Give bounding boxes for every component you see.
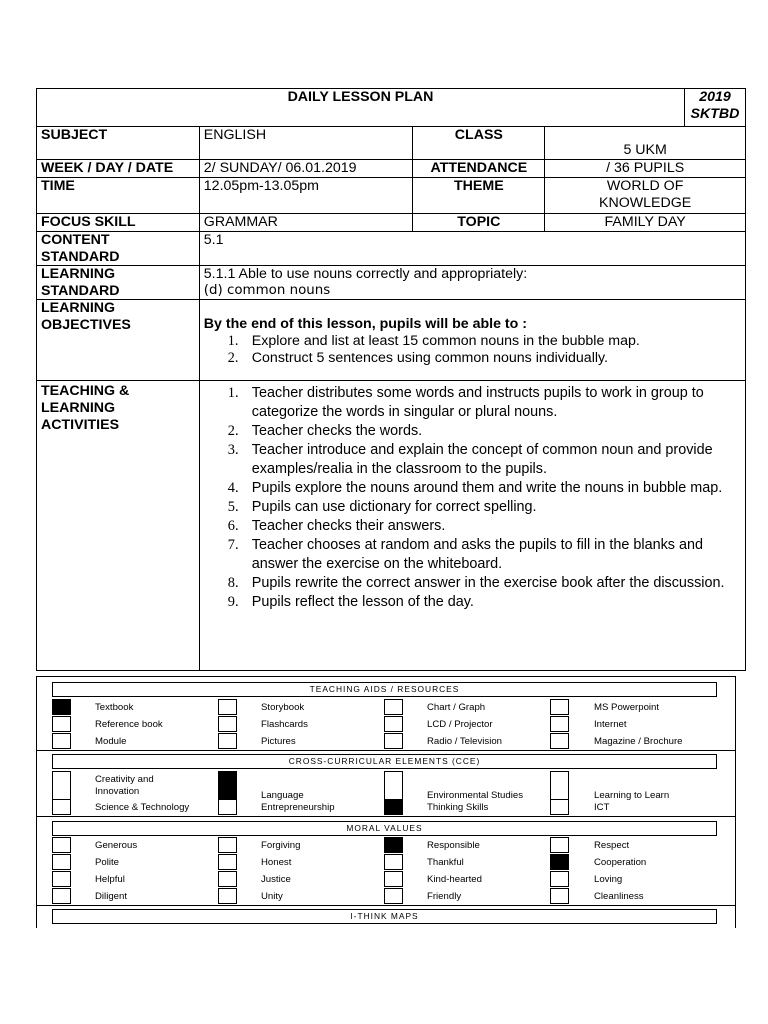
objective-item-number: 1. — [227, 332, 239, 349]
activity-item — [227, 384, 741, 422]
activity-item-number: 4. — [227, 480, 239, 497]
learning-standard-line-1: 5.1.1 Able to use nouns correctly and appropriately: — [203, 266, 528, 283]
learning-objectives-value — [199, 300, 745, 381]
resource-label: Storybook — [261, 702, 305, 713]
resource-label: Textbook — [95, 702, 134, 713]
activity-item-text: Teacher distributes some words and instructs pupils to work in group to categorize the words in singular or plural nouns. — [251, 385, 704, 421]
moral-value-label: Kind-hearted — [427, 874, 482, 885]
plan-title: DAILY LESSON PLAN — [37, 89, 685, 127]
resource-label: LCD / Projector — [427, 719, 493, 730]
resource-label: Radio / Television — [427, 736, 503, 747]
moral-value-label: Cooperation — [594, 857, 647, 868]
learning-standard-label-line-2: STANDARD — [41, 282, 120, 299]
activity-item — [227, 498, 741, 517]
learning-standard-line-2: (d) common nouns — [203, 282, 331, 298]
moral-value-label: Honest — [261, 857, 292, 868]
subject-label: SUBJECT — [37, 127, 200, 160]
checklist-box — [36, 676, 736, 928]
section-divider — [37, 816, 735, 817]
time-label: TIME — [37, 178, 200, 214]
activity-item — [227, 593, 741, 612]
resource-label: Magazine / Brochure — [594, 736, 683, 747]
lesson-plan-table — [36, 88, 746, 671]
resource-checkbox[interactable] — [52, 733, 71, 749]
cce-label: ICT — [594, 802, 610, 813]
cce-label-line-2: Innovation — [95, 786, 140, 797]
moral-value-label: Thankful — [427, 857, 464, 868]
activity-item-text: Teacher checks the words. — [251, 423, 423, 440]
resource-label: Module — [95, 736, 127, 747]
activity-item-text: Teacher chooses at random and asks the pupils to fill in the blanks and answer the exercise on the whiteboard. — [251, 537, 703, 573]
objective-item-number: 2. — [227, 349, 239, 366]
focus-skill-label: FOCUS SKILL — [37, 214, 200, 232]
activity-item — [227, 422, 741, 441]
week-value: 2/ SUNDAY/ 06.01.2019 — [199, 160, 413, 178]
week-label: WEEK / DAY / DATE — [37, 160, 200, 178]
moral-value-label: Unity — [261, 891, 283, 902]
moral-value-label: Justice — [261, 874, 291, 885]
objective-item-text: Explore and list at least 15 common nouns in the bubble map. — [251, 332, 640, 349]
moral-value-checkbox[interactable] — [218, 871, 237, 887]
learning-standard-value — [199, 266, 745, 300]
resource-label: Flashcards — [261, 719, 308, 730]
resource-checkbox[interactable] — [384, 699, 403, 715]
cce-label: Science & Technology — [95, 802, 190, 813]
content-label-line-1: CONTENT — [41, 232, 110, 248]
activities-list — [227, 384, 741, 612]
moral-value-label: Helpful — [95, 874, 125, 885]
activity-item-text: Pupils can use dictionary for correct spelling. — [251, 499, 537, 516]
activity-item-number: 6. — [227, 518, 239, 535]
moral-value-label: Generous — [95, 840, 138, 851]
moral-values-heading: MORAL VALUES — [52, 821, 717, 836]
time-value: 12.05pm-13.05pm — [199, 178, 413, 214]
moral-value-label: Respect — [594, 840, 630, 851]
activity-item-number: 1. — [227, 385, 239, 402]
year-school-cell — [684, 89, 745, 127]
moral-value-checkbox[interactable] — [218, 888, 237, 904]
activities-label-line-2: LEARNING — [41, 399, 116, 416]
cce-checkbox[interactable] — [550, 799, 569, 815]
cce-checkbox[interactable] — [52, 799, 71, 815]
content-label-line-2: STANDARD — [41, 248, 120, 265]
class-value: 5 UKM — [545, 127, 746, 160]
activity-item-number: 5. — [227, 499, 239, 516]
resource-checkbox[interactable] — [384, 733, 403, 749]
attendance-label: ATTENDANCE — [413, 160, 545, 178]
activities-label-line-1: TEACHING & — [41, 383, 130, 400]
activity-item-text: Teacher checks their answers. — [251, 518, 446, 535]
theme-value — [545, 178, 746, 214]
resource-label: Reference book — [95, 719, 163, 730]
theme-line-1: WORLD OF — [606, 178, 684, 194]
resource-checkbox[interactable] — [550, 699, 569, 715]
resources-heading: TEACHING AIDS / RESOURCES — [52, 682, 717, 697]
objectives-intro: By the end of this lesson, pupils will be able to : — [203, 316, 527, 333]
topic-label: TOPIC — [413, 214, 545, 232]
resource-checkbox[interactable] — [550, 733, 569, 749]
moral-value-label: Friendly — [427, 891, 462, 902]
activity-item — [227, 536, 741, 574]
resource-checkbox[interactable] — [218, 733, 237, 749]
cce-label: Learning to Learn — [594, 790, 670, 801]
content-standard-label — [37, 232, 200, 266]
resource-label: Chart / Graph — [427, 702, 486, 713]
cce-label: Environmental Studies — [427, 790, 523, 801]
moral-value-checkbox[interactable] — [550, 837, 569, 853]
learning-standard-label-line-1: LEARNING — [41, 266, 116, 283]
learning-objectives-label — [37, 300, 200, 381]
activity-item-number: 7. — [227, 537, 239, 554]
moral-value-label: Forgiving — [261, 840, 301, 851]
resource-checkbox[interactable] — [218, 699, 237, 715]
resource-checkbox[interactable] — [52, 699, 71, 715]
objective-item-text: Construct 5 sentences using common nouns individually. — [251, 349, 608, 366]
cce-checkbox[interactable] — [384, 799, 403, 815]
cce-checkbox[interactable] — [218, 799, 237, 815]
cce-heading: CROSS-CURRICULAR ELEMENTS (CCE) — [52, 754, 717, 769]
moral-value-checkbox[interactable] — [52, 888, 71, 904]
objective-item — [227, 349, 741, 367]
resource-label: Internet — [594, 719, 627, 730]
activity-item-number: 3. — [227, 442, 239, 459]
moral-value-checkbox[interactable] — [384, 837, 403, 853]
moral-value-checkbox[interactable] — [550, 854, 569, 870]
school-code: SKTBD — [690, 105, 740, 122]
resource-label: MS Powerpoint — [594, 702, 660, 713]
subject-value: ENGLISH — [199, 127, 413, 160]
activity-item-text: Pupils explore the nouns around them and write the nouns in bubble map. — [251, 480, 723, 497]
cce-label: Language — [261, 790, 304, 801]
section-divider — [37, 750, 735, 751]
activity-item — [227, 441, 741, 479]
resource-checkbox[interactable] — [218, 716, 237, 732]
activity-item-text: Pupils reflect the lesson of the day. — [251, 594, 474, 611]
activities-label — [37, 381, 200, 671]
activities-value — [199, 381, 745, 671]
class-label: CLASS — [413, 127, 545, 160]
activity-item-number: 9. — [227, 594, 239, 611]
content-standard-value: 5.1 — [199, 232, 745, 266]
moral-value-label: Responsible — [427, 840, 480, 851]
objectives-label-line-1: LEARNING — [41, 300, 116, 317]
topic-value: FAMILY DAY — [545, 214, 746, 232]
activity-item — [227, 479, 741, 498]
cce-label: Thinking Skills — [427, 802, 489, 813]
year: 2019 — [699, 89, 731, 105]
cce-label: Entrepreneurship — [261, 802, 335, 813]
moral-value-label: Cleanliness — [594, 891, 644, 902]
objectives-label-line-2: OBJECTIVES — [41, 316, 131, 333]
activity-item — [227, 574, 741, 593]
activity-item — [227, 517, 741, 536]
resource-label: Pictures — [261, 736, 296, 747]
activity-item-text: Teacher introduce and explain the concept of common noun and provide examples/realia in the classroom to the pupils. — [251, 442, 713, 478]
moral-value-checkbox[interactable] — [52, 871, 71, 887]
moral-value-checkbox[interactable] — [384, 854, 403, 870]
resource-checkbox[interactable] — [550, 716, 569, 732]
moral-value-checkbox[interactable] — [384, 871, 403, 887]
focus-skill-value: GRAMMAR — [199, 214, 413, 232]
activity-item-text: Pupils rewrite the correct answer in the exercise book after the discussion. — [251, 575, 725, 592]
activities-label-line-3: ACTIVITIES — [41, 416, 120, 433]
resource-checkbox[interactable] — [52, 716, 71, 732]
section-divider — [37, 905, 735, 906]
theme-line-2: KNOWLEDGE — [599, 194, 692, 211]
objectives-list — [227, 332, 741, 366]
resource-checkbox[interactable] — [384, 716, 403, 732]
moral-value-checkbox[interactable] — [52, 837, 71, 853]
moral-value-checkbox[interactable] — [218, 837, 237, 853]
attendance-value: / 36 PUPILS — [545, 160, 746, 178]
moral-value-label: Loving — [594, 874, 623, 885]
moral-value-checkbox[interactable] — [52, 854, 71, 870]
moral-value-checkbox[interactable] — [218, 854, 237, 870]
moral-value-checkbox[interactable] — [550, 888, 569, 904]
activity-item-number: 2. — [227, 423, 239, 440]
activity-item-number: 8. — [227, 575, 239, 592]
cce-label-line-1: Creativity and — [95, 774, 154, 785]
objective-item — [227, 332, 741, 350]
moral-value-label: Diligent — [95, 891, 127, 902]
theme-label: THEME — [413, 178, 545, 214]
learning-standard-label — [37, 266, 200, 300]
cce-label — [95, 774, 154, 798]
moral-value-label: Polite — [95, 857, 119, 868]
ithink-heading: I-THINK MAPS — [52, 909, 717, 924]
moral-value-checkbox[interactable] — [550, 871, 569, 887]
moral-value-checkbox[interactable] — [384, 888, 403, 904]
